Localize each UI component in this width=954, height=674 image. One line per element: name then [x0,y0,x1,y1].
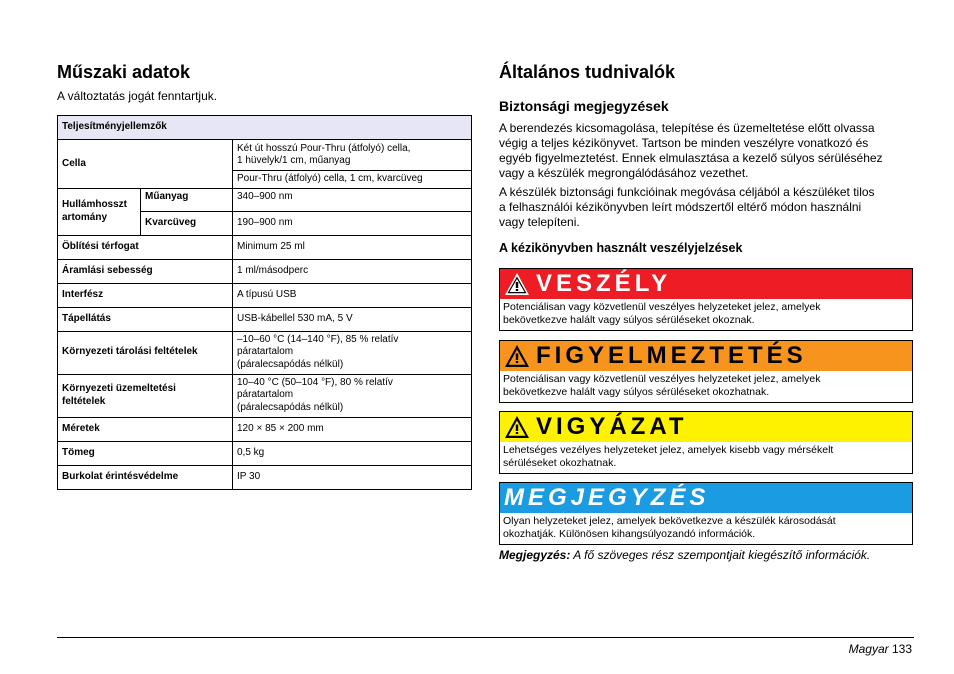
cell-value: 10–40 °C (50–104 °F), 80 % relatív páratartalom (páralecsapódás nélkül) [233,374,472,417]
notice-message: Olyan helyzeteket jelez, amelyek bekövetkezve a készülék károsodását okozhatják. Különösen kihangsúlyozandó információk. [503,515,836,540]
notice-box [499,482,913,545]
safety-paragraph-1: A berendezés kicsomagolása, telepítése és üzemeltetése előtt olvassa végig a teljes kézikönyvet. Tartson be minden veszélyre vonatkozó és egyéb figyelmeztetést. Ennek elmulasztása a kezelő súlyos sérüléséhez vagy a készülék megrongálódásához vezethet. [499,121,883,180]
danger-box [499,268,913,331]
footer-rule [57,637,914,638]
cell-value: 1 ml/másodperc [233,259,472,283]
cell-value: –10–60 °C (14–140 °F), 85 % relatív páratartalom (páralecsapódás nélkül) [233,331,472,374]
cell-value: A típusú USB [233,283,472,307]
table-row [58,283,472,307]
caution-signal-word: VIGYÁZAT [536,413,688,440]
warning-bar [500,341,912,371]
cell-label: Tömeg [58,441,233,465]
cell-label: Burkolat érintésvédelme [58,465,233,489]
table-row [58,331,472,374]
warning-box [499,340,913,403]
cell-label: Tápellátás [58,307,233,331]
table-row [58,465,472,489]
table-row [58,140,472,171]
footer-language: Magyar [848,642,889,656]
table-row [58,307,472,331]
danger-signal-word: VESZÉLY [536,270,672,297]
table-row [58,235,472,259]
caution-message: Lehetséges vezélyes helyzeteket jelez, amelyek kisebb vagy mérsékelt sérüléseket okozhatnak. [503,444,834,469]
table-header: Teljesítményjellemzők [58,116,472,140]
safety-heading: Biztonsági megjegyzések [499,98,669,114]
cell-label-wavelength: Hullámhosszt artomány [58,188,141,235]
table-row [58,259,472,283]
page-number: 133 [891,642,912,656]
note-label: Megjegyzés: [499,548,571,562]
caution-bar [500,412,912,442]
danger-bar [500,269,912,299]
table-row [58,374,472,417]
note-text: A fő szöveges rész szempontjait kiegészítő információk. [570,548,871,562]
notice-signal-word: MEGJEGYZÉS [504,484,710,511]
spec-table [57,115,472,490]
cell-label: Környezeti üzemeltetési feltételek [58,374,233,417]
page-title: Műszaki adatok [57,62,191,82]
section-title: Általános tudnivalók [499,62,676,82]
table-row [58,417,472,441]
table-row [58,188,472,211]
cell-label-cella: Cella [58,140,233,189]
warning-triangle-icon [504,271,530,297]
cell-value: 190–900 nm [233,211,472,235]
notice-bar [500,483,912,513]
safety-paragraph-2: A készülék biztonsági funkcióinak megóvása céljából a készüléket tilos a felhasználói kézikönyvben leírt módszertől eltérő módon használni vagy telepíteni. [499,185,875,229]
danger-message: Potenciálisan vagy közvetlenül veszélyes helyzeteket jelez, amelyek bekövetkezve halált vagy súlyos sérüléseket okoznak. [503,301,821,326]
cell-value: IP 30 [233,465,472,489]
cell-label: Környezeti tárolási feltételek [58,331,233,374]
table-header-row [58,116,472,140]
cell-value: Két út hosszú Pour-Thru (átfolyó) cella, 1 hüvelyk/1 cm, műanyag [233,140,472,171]
footer [849,642,912,657]
hazard-heading: A kézikönyvben használt veszélyjelzések [499,241,743,255]
cell-label: Öblítési térfogat [58,235,233,259]
cell-label: Áramlási sebesség [58,259,233,283]
warning-triangle-icon [504,343,530,369]
cell-sublabel: Kvarcüveg [141,211,233,235]
cell-sublabel: Műanyag [141,188,233,211]
warning-message: Potenciálisan vagy közvetlenül veszélyes helyzeteket jelez, amelyek bekövetkezve halált vagy súlyos sérüléseket okozhatnak. [503,373,821,398]
cell-value: USB-kábellel 530 mA, 5 V [233,307,472,331]
cell-value: Pour-Thru (átfolyó) cella, 1 cm, kvarcüveg [233,171,472,189]
cell-value: 120 × 85 × 200 mm [233,417,472,441]
warning-triangle-icon [504,414,530,440]
cell-value: Minimum 25 ml [233,235,472,259]
note-line [499,548,870,563]
table-row [58,441,472,465]
cell-value: 0,5 kg [233,441,472,465]
cell-label: Interfész [58,283,233,307]
cell-label: Méretek [58,417,233,441]
caution-box [499,411,913,474]
warning-signal-word: FIGYELMEZTETÉS [536,342,807,369]
cell-value: 340–900 nm [233,188,472,211]
subtitle: A változtatás jogát fenntartjuk. [57,89,218,103]
